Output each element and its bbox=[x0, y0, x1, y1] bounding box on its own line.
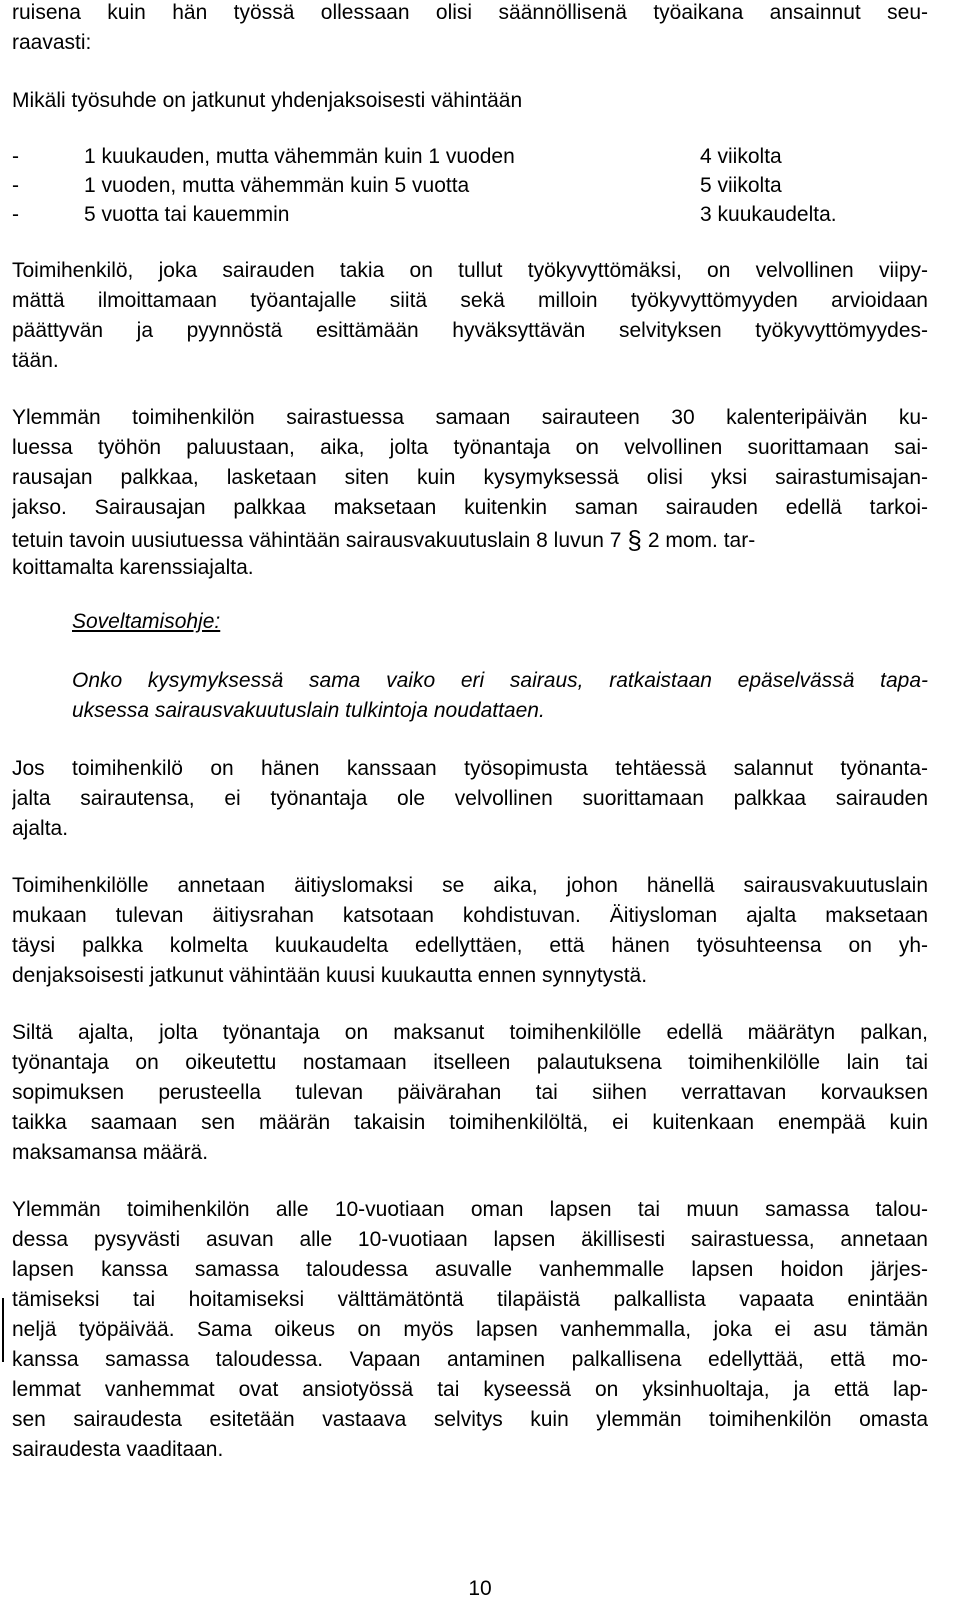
paragraph-line: ajalta. bbox=[12, 817, 69, 840]
paragraph-line: tämiseksi tai hoitamiseksi välttämätöntä tilapäistä palkallista vapaata enintään bbox=[12, 1288, 928, 1311]
pay-period: 4 viikolta bbox=[700, 145, 782, 168]
paragraph-line: tään. bbox=[12, 349, 59, 372]
paragraph-line: mättä ilmoittamaan työantajalle siitä sekä milloin työkyvyttömyyden arvioidaan bbox=[12, 289, 928, 312]
paragraph-line: dessa pysyvästi asuvan alle 10-vuotiaan lapsen äkillisesti sairastuessa, annetaan bbox=[12, 1228, 928, 1251]
paragraph-line: denjaksoisesti jatkunut vähintään kuusi kuukautta ennen synnytystä. bbox=[12, 964, 648, 987]
duration-text: 1 kuukauden, mutta vähemmän kuin 1 vuoden bbox=[84, 145, 515, 168]
paragraph-line: luessa työhön paluustaan, aika, jolta työnantaja on velvollinen suorittamaan sai- bbox=[12, 436, 928, 459]
paragraph-line: Toimihenkilö, joka sairauden takia on tullut työkyvyttömäksi, on velvollinen viipy- bbox=[12, 259, 928, 282]
paragraph-line: Jos toimihenkilö on hänen kanssaan työsopimusta tehtäessä salannut työnanta- bbox=[12, 757, 928, 780]
paragraph-line: sopimuksen perusteella tulevan päivärahan tai siihen verrattavan korvauksen bbox=[12, 1081, 928, 1104]
paragraph-line: sen sairaudesta esitetään vastaava selvitys kuin ylemmän toimihenkilön omasta bbox=[12, 1408, 928, 1431]
intro-line-2: raavasti: bbox=[12, 31, 92, 54]
page-number: 10 bbox=[468, 1577, 492, 1600]
paragraph-line: neljä työpäivää. Sama oikeus on myös lapsen vanhemmalla, joka ei asu tämän bbox=[12, 1318, 928, 1341]
guidance-line: uksessa sairausvakuutuslain tulkintoja noudattaen. bbox=[72, 699, 545, 722]
law-text-after: 2 mom. tar- bbox=[647, 529, 756, 552]
paragraph-line: päättyvän ja pyynnöstä esittämään hyväksyttävän selvityksen työkyvyttömyydes- bbox=[12, 319, 928, 342]
paragraph-line: maksamansa määrä. bbox=[12, 1141, 209, 1164]
section-sign: § bbox=[627, 525, 642, 555]
duration-list-item bbox=[12, 200, 928, 230]
pay-period: 5 viikolta bbox=[700, 174, 782, 197]
paragraph-line: rausajan palkkaa, lasketaan siten kuin kysymyksessä olisi yksi sairastumisajan- bbox=[12, 466, 928, 489]
guidance-heading: Soveltamisohje: bbox=[72, 610, 221, 633]
paragraph-line: koittamalta karenssiajalta. bbox=[12, 556, 254, 579]
list-dash: - bbox=[12, 203, 19, 226]
paragraph-line: lemmat vanhemmat ovat ansiotyössä tai kyseessä on yksinhuoltaja, ja että lap- bbox=[12, 1378, 928, 1401]
paragraph-line: jakso. Sairausajan palkkaa maksetaan kuitenkin saman sairauden edellä tarkoi- bbox=[12, 496, 928, 519]
duration-text: 5 vuotta tai kauemmin bbox=[84, 203, 290, 226]
duration-text: 1 vuoden, mutta vähemmän kuin 5 vuotta bbox=[84, 174, 470, 197]
paragraph-line: mukaan tulevan äitiysrahan katsotaan kohdistuvan. Äitiysloman ajalta maksetaan bbox=[12, 904, 928, 927]
paragraph-line: jalta sairautensa, ei työnantaja ole velvollinen suorittamaan palkkaa sairauden bbox=[12, 787, 928, 810]
change-bar bbox=[2, 1298, 4, 1362]
paragraph-line: Toimihenkilölle annetaan äitiyslomaksi se aika, johon hänellä sairausvakuutuslain bbox=[12, 874, 928, 897]
list-dash: - bbox=[12, 174, 19, 197]
paragraph-line: kanssa samassa taloudessa. Vapaan antaminen palkallisena edellyttää, että mo- bbox=[12, 1348, 928, 1371]
duration-list-item bbox=[12, 171, 928, 201]
law-text-before: tetuin tavoin uusiutuessa vähintään sairausvakuutuslain 8 luvun 7 bbox=[12, 529, 622, 552]
pay-period: 3 kuukaudelta. bbox=[700, 203, 837, 226]
paragraph-line: Ylemmän toimihenkilön alle 10-vuotiaan oman lapsen tai muun samassa talou- bbox=[12, 1198, 928, 1221]
guidance-line: Onko kysymyksessä sama vaiko eri sairaus, ratkaistaan epäselvässä tapa- bbox=[72, 669, 928, 692]
duration-list-item bbox=[12, 142, 928, 172]
paragraph-line: lapsen kanssa samassa taloudessa asuvalle vanhemmalle lapsen hoidon järjes- bbox=[12, 1258, 928, 1281]
paragraph-line: työnantaja on oikeutettu nostamaan itselleen palautuksena toimihenkilölle lain tai bbox=[12, 1051, 928, 1074]
condition-heading: Mikäli työsuhde on jatkunut yhdenjaksoisesti vähintään bbox=[12, 89, 523, 112]
intro-line-1: ruisena kuin hän työssä ollessaan olisi säännöllisenä työaikana ansainnut seu- bbox=[12, 1, 928, 24]
list-dash: - bbox=[12, 145, 19, 168]
paragraph-line: täysi palkka kolmelta kuukaudelta edellyttäen, että hänen työsuhteensa on yh- bbox=[12, 934, 928, 957]
paragraph-line: taikka saamaan sen määrän takaisin toimihenkilöltä, ei kuitenkaan enempää kuin bbox=[12, 1111, 928, 1134]
paragraph-line-law bbox=[12, 523, 928, 553]
paragraph-line: Ylemmän toimihenkilön sairastuessa samaan sairauteen 30 kalenteripäivän ku- bbox=[12, 406, 928, 429]
paragraph-line: Siltä ajalta, jolta työnantaja on maksanut toimihenkilölle edellä määrätyn palkan, bbox=[12, 1021, 928, 1044]
paragraph-line: sairaudesta vaaditaan. bbox=[12, 1438, 224, 1461]
